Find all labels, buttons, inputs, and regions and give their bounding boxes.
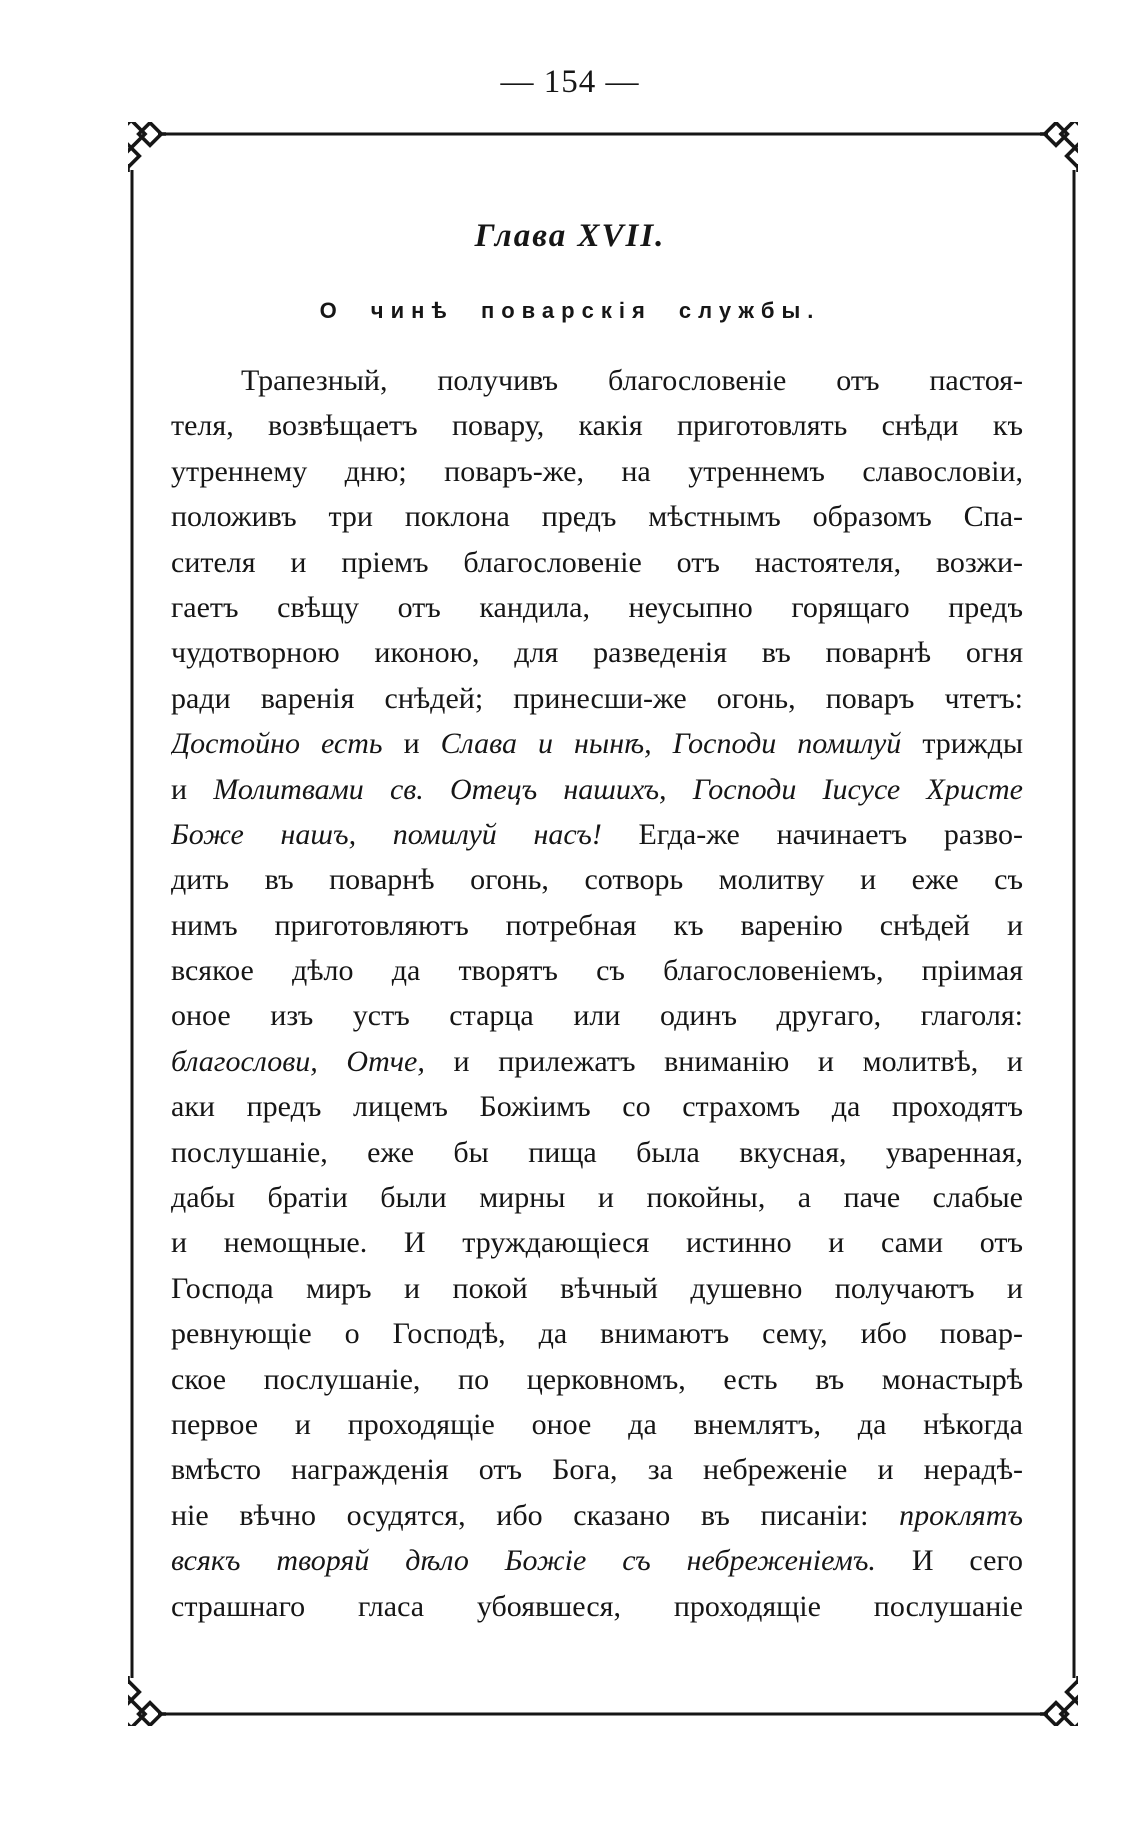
text-segment: оное изъ устъ старца или одинъ другаго, глаголя:	[171, 999, 1023, 1033]
text-line	[171, 857, 1023, 902]
text-line	[171, 1175, 1023, 1220]
text-segment: Егда-же начинаетъ разво-	[601, 817, 1023, 851]
text-segment: дить въ поварнѣ огонь, сотворь молитву и еже съ	[171, 863, 1023, 897]
text-line	[171, 993, 1023, 1038]
italic-text: Боже нашъ, помилуй насъ!	[171, 817, 602, 851]
text-segment: ради варенія снѣдей; принесши-же огонь, поваръ чтетъ:	[171, 681, 1023, 715]
corner-ornament-icon	[1040, 122, 1078, 172]
text-line	[171, 1402, 1023, 1447]
text-segment: ревнующіе о Господѣ, да внимаютъ сему, ибо повар-	[171, 1317, 1023, 1351]
text-segment: и	[382, 727, 441, 761]
text-line	[171, 1220, 1023, 1265]
italic-text: проклятъ	[899, 1498, 1023, 1532]
chapter-subtitle: О чинѣ поварскія службы.	[319, 298, 821, 323]
italic-text: всякъ творяй дѣло Божіе съ небреженіемъ.	[171, 1544, 876, 1578]
italic-text: Достойно есть	[171, 727, 383, 761]
text-segment: Трапезный, получивъ благословеніе отъ пастоя-	[241, 364, 1023, 397]
text-segment: И сего	[875, 1544, 1023, 1578]
text-line	[171, 1130, 1023, 1175]
text-segment: и	[171, 772, 214, 806]
text-line	[171, 812, 1023, 857]
text-segment: нимъ приготовляютъ потребная къ варенію снѣдей и	[171, 908, 1023, 942]
text-line	[171, 1039, 1023, 1084]
text-segment: страшнаго гласа убоявшеся, проходящіе послушаніе	[171, 1589, 1023, 1623]
text-segment: ское послушаніе, по церковномъ, есть въ монастырѣ	[171, 1362, 1023, 1396]
text-line	[171, 903, 1023, 948]
text-segment: послушаніе, еже бы пища была вкусная, уваренная,	[171, 1135, 1023, 1169]
text-segment: вмѣсто награжденія отъ Бога, за небреженіе и нерадѣ-	[171, 1453, 1023, 1487]
text-segment: чудотворною иконою, для разведенія въ поварнѣ огня	[171, 636, 1023, 670]
italic-text: благослови, Отче,	[171, 1044, 425, 1078]
text-segment: и прилежатъ вниманію и молитвѣ, и	[424, 1044, 1023, 1078]
text-segment: и немощные. И труждающіеся истинно и сами отъ	[171, 1226, 1023, 1260]
text-segment: утреннему дню; поваръ-же, на утреннемъ славословіи,	[171, 454, 1023, 488]
chapter-heading: Глава XVII.	[474, 218, 666, 254]
corner-ornament-icon	[128, 122, 166, 172]
corner-ornament-icon	[1040, 1676, 1078, 1726]
text-line	[171, 1266, 1023, 1311]
text-segment: теля, возвѣщаетъ повару, какія приготовлять снѣди къ	[171, 409, 1023, 443]
text-line	[171, 1084, 1023, 1129]
body-text	[171, 358, 1023, 1629]
text-segment: первое и проходящіе оное да внемлятъ, да нѣкогда	[171, 1407, 1023, 1441]
text-line	[171, 358, 1023, 403]
text-line	[171, 1493, 1023, 1538]
text-segment: аки предъ лицемъ Божіимъ со страхомъ да проходятъ	[171, 1090, 1023, 1124]
page-number: — 154 —	[500, 64, 640, 100]
text-line	[171, 1447, 1023, 1492]
text-segment: всякое дѣло да творятъ съ благословеніемъ, пріимая	[171, 954, 1023, 988]
italic-text: Слава и нынѣ, Господи помилуй	[440, 727, 902, 761]
text-segment: положивъ три поклона предъ мѣстнымъ образомъ Спа-	[171, 500, 1023, 534]
text-line	[171, 948, 1023, 993]
text-line	[171, 721, 1023, 766]
text-line	[171, 1538, 1023, 1583]
text-line	[171, 630, 1023, 675]
text-segment: сителя и пріемъ благословеніе отъ настоятеля, возжи-	[171, 545, 1023, 579]
text-line	[171, 1357, 1023, 1402]
text-segment: Господа миръ и покой вѣчный душевно получаютъ и	[171, 1271, 1023, 1305]
text-line	[171, 403, 1023, 448]
text-line	[171, 1311, 1023, 1356]
text-line	[171, 767, 1023, 812]
text-segment: дабы братіи были мирны и покойны, а паче слабые	[171, 1181, 1023, 1215]
text-line	[171, 585, 1023, 630]
text-line	[171, 676, 1023, 721]
text-segment: ніе вѣчно осудятся, ибо сказано въ писаніи:	[171, 1498, 900, 1532]
text-line	[171, 540, 1023, 585]
text-segment: трижды	[901, 727, 1023, 761]
corner-ornament-icon	[128, 1676, 166, 1726]
italic-text: Молитвами св. Отецъ нашихъ, Господи Іисусе Христе	[213, 772, 1023, 806]
text-line	[171, 494, 1023, 539]
text-line	[171, 449, 1023, 494]
text-line	[171, 1584, 1023, 1629]
text-segment: гаетъ свѣщу отъ кандила, неусыпно горящаго предъ	[171, 590, 1023, 624]
